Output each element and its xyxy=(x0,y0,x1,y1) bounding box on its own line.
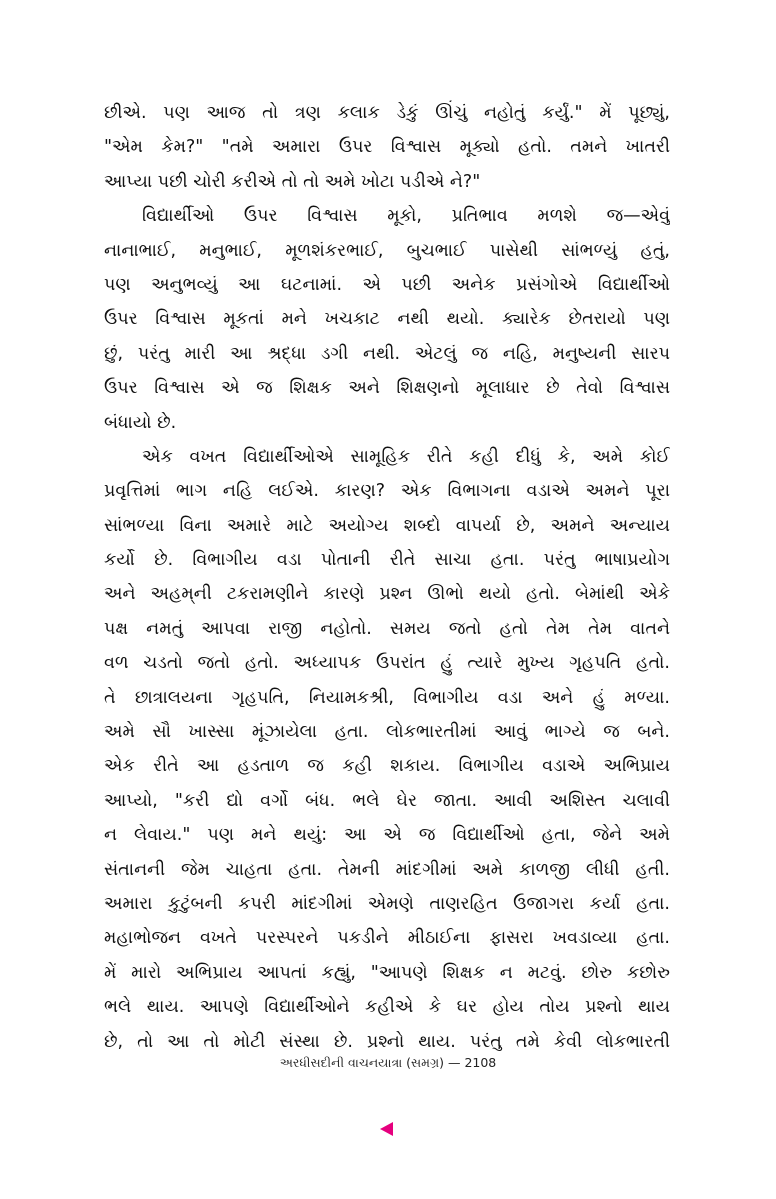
text-line: ઉપર વિશ્વાસ મૂકતાં મને ખચકાટ નથી થયો. ક્યારેક છેતરાયો પણ xyxy=(104,309,670,330)
text-line: વળ ચડતો જતો હતો. અધ્યાપક ઉપરાંત હું ત્યારે મુખ્ય ગૃહપતિ હતો. xyxy=(104,653,670,674)
text-line: "એમ કેમ?" "તમે અમારા ઉપર વિશ્વાસ મૂક્યો હતો. તમને ખાતરી xyxy=(104,137,670,158)
text-line: કર્યો છે. વિભાગીય વડા પોતાની રીતે સાચા હતા. પરંતુ ભાષાપ્રયોગ xyxy=(104,550,670,571)
text-line: તે છાત્રાલયના ગૃહપતિ, નિયામકશ્રી, વિભાગીય વડા અને હું મળ્યા. xyxy=(104,687,670,708)
text-line: એક રીતે આ હડતાળ જ કહી શકાય. વિભાગીય વડાએ અભિપ્રાય xyxy=(104,756,670,777)
text-line: પણ અનુભવ્યું આ ઘટનામાં. એ પછી અનેક પ્રસંગોએ વિદ્યાર્થીઓ xyxy=(104,274,670,295)
text-line: ન લેવાય." પણ મને થયું: આ એ જ વિદ્યાર્થીઓ હતા, જેને અમે xyxy=(104,825,670,846)
text-line: પ્રવૃત્તિમાં ભાગ નહિ લઈએ. કારણ? એક વિભાગના વડાએ અમને પૂરા xyxy=(104,481,670,502)
text-line: છીએ. પણ આજ તો ત્રણ કલાક ડેકું ઊંચું નહોતું કર્યું." મેં પૂછ્યું, xyxy=(104,103,670,123)
text-line: ભલે થાય. આપણે વિદ્યાર્થીઓને કહીએ કે ઘર હોય તોય પ્રશ્નો થાય xyxy=(104,997,670,1018)
text-line: સંતાનની જેમ ચાહતા હતા. તેમની માંદગીમાં અમે કાળજી લીધી હતી. xyxy=(104,859,670,880)
paragraph-first-line: એક વખત વિદ્યાર્થીઓએ સામૂહિક રીતે કહી દીધું કે, અમે કોઈ xyxy=(142,446,670,467)
text-line: બંધાયો છે. xyxy=(104,412,177,433)
paragraph-first-line: વિદ્યાર્થીઓ ઉપર વિશ્વાસ મૂકો, પ્રતિભાવ મળશે જ—એવું xyxy=(142,206,670,227)
text-line: અમે સૌ ખાસ્સા મૂંઝાયેલા હતા. લોકભારતીમાં આવું ભાગ્યે જ બને. xyxy=(104,722,670,743)
text-line: નાનાભાઈ, મનુભાઈ, મૂળશંકરભાઈ, બુચભાઈ પાસેથી સાંભળ્યું હતું, xyxy=(104,240,670,261)
previous-page-arrow-icon[interactable] xyxy=(380,1122,393,1136)
text-line: છું, પરંતુ મારી આ શ્રદ્ધા ડગી નથી. એટલું જ નહિ, મનુષ્યની સારપ xyxy=(104,343,670,364)
text-line: છે, તો આ તો મોટી સંસ્થા છે. પ્રશ્નો થાય. પરંતુ તમે કેવી લોકભારતી xyxy=(104,1031,670,1052)
text-line: આપ્યો, "કરી દ્યો વર્ગો બંધ. ભલે ઘેર જાતા. આવી અશિસ્ત ચલાવી xyxy=(104,790,670,811)
text-line: પક્ષ નમતું આપવા રાજી નહોતો. સમય જતો હતો તેમ તેમ વાતને xyxy=(104,618,670,639)
page-footer: અરધીસદીની વાચનયાત્રા (સમગ્ર) — 2108 xyxy=(279,1055,497,1070)
text-line: ઉપર વિશ્વાસ એ જ શિક્ષક અને શિક્ષણનો મૂલાધાર છે તેવો વિશ્વાસ xyxy=(104,378,670,399)
text-line: મેં મારો અભિપ્રાય આપતાં કહ્યું, "આપણે શિક્ષક ન મટવું. છોરુ કછોરુ xyxy=(104,962,670,983)
text-line: મહાભોજન વખતે પરસ્પરને પકડીને મીઠાઈના ફાસરા ખવડાવ્યા હતા. xyxy=(104,928,670,949)
body-text xyxy=(104,96,670,1059)
text-line: આપ્યા પછી ચોરી કરીએ તો તો અમે ખોટા પડીએ ને?" xyxy=(104,171,481,192)
text-line: અમારા કુટુંબની કપરી માંદગીમાં એમણે તાણરહિત ઉજાગરા કર્યા હતા. xyxy=(104,893,670,914)
text-line: અને અહમ્‌ની ટકરામણીને કારણે પ્રશ્ન ઊભો થયો હતો. બેમાંથી એકે xyxy=(104,584,670,605)
text-line: સાંભળ્યા વિના અમારે માટે અયોગ્ય શબ્દો વાપર્યા છે, અમને અન્યાય xyxy=(104,515,670,536)
